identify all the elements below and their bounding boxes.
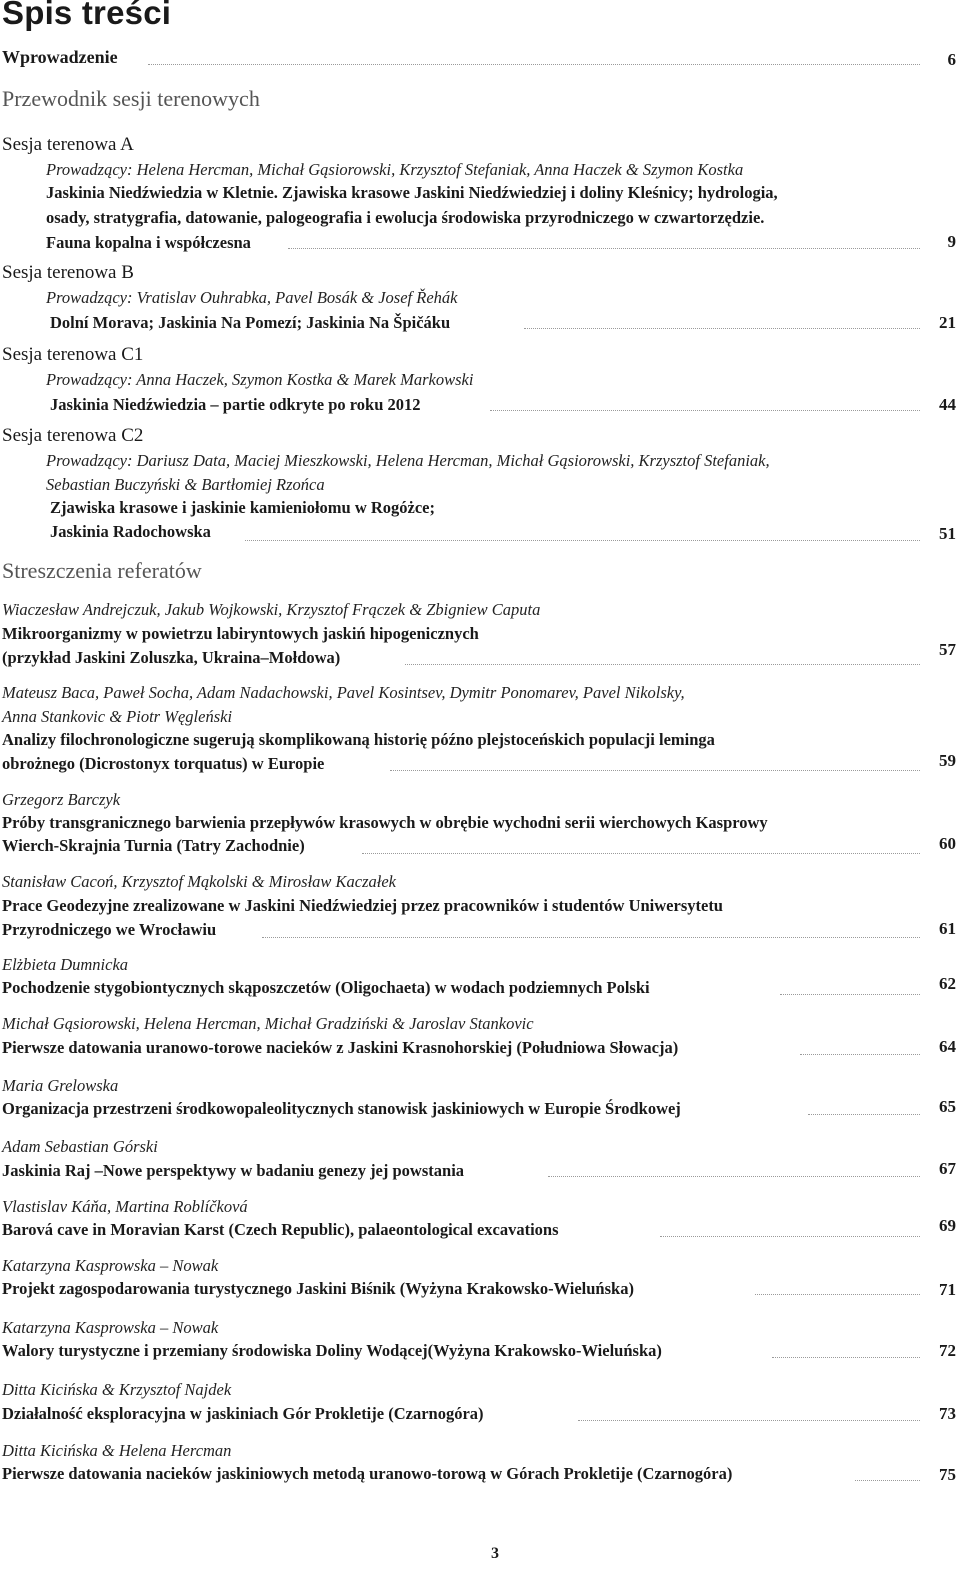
dot-leader: [490, 410, 920, 411]
page-number: 59: [939, 751, 956, 770]
entry-title[interactable]: Prace Geodezyjne zrealizowane w Jaskini Niedźwiedziej przez pracowników i studentów Uniwersytetu: [2, 896, 723, 915]
entry-title[interactable]: Działalność eksploracyjna w jaskiniach Gór Prokletije (Czarnogóra): [2, 1404, 484, 1423]
session-leaders: Prowadzący: Anna Haczek, Szymon Kostka & Marek Markowski: [46, 370, 474, 389]
page-number: 21: [939, 313, 956, 332]
session-title-line[interactable]: Zjawiska krasowe i jaskinie kamieniołomu w Rogóżce;: [50, 498, 435, 517]
dot-leader: [390, 770, 920, 771]
entry-title[interactable]: Jaskinia Raj –Nowe perspektywy w badaniu genezy jej powstania: [2, 1161, 465, 1180]
session-title-line[interactable]: Dolní Morava; Jaskinia Na Pomezí; Jaskinia Na Špičáku: [50, 313, 451, 332]
page-number: 9: [947, 232, 956, 251]
entry-title[interactable]: Organizacja przestrzeni środkowopaleolitycznych stanowisk jaskiniowych w Europie Środkowej: [2, 1099, 681, 1118]
entry-title[interactable]: Pierwsze datowania uranowo-torowe nacieków z Jaskini Krasnohorskiej (Południowa Słowacja): [2, 1038, 679, 1057]
dot-leader: [245, 540, 920, 541]
entry-authors: Anna Stankovic & Piotr Węgleński: [2, 707, 233, 726]
dot-leader: [780, 994, 920, 995]
dot-leader: [548, 1176, 920, 1177]
page-number: 60: [939, 834, 956, 853]
entry-authors: Elżbieta Dumnicka: [2, 955, 129, 974]
page-number: 61: [939, 919, 956, 938]
intro-label[interactable]: Wprowadzenie: [2, 47, 118, 67]
session-title-line[interactable]: Jaskinia Radochowska: [50, 522, 211, 541]
entry-authors: Katarzyna Kasprowska – Nowak: [2, 1318, 219, 1337]
entry-authors: Katarzyna Kasprowska – Nowak: [2, 1256, 219, 1275]
entry-title[interactable]: Pierwsze datowania nacieków jaskiniowych metodą uranowo-torową w Górach Prokletije (Czarnogóra): [2, 1464, 733, 1483]
dot-leader: [148, 64, 920, 65]
entry-authors: Wiaczesław Andrejczuk, Jakub Wojkowski, Krzysztof Frączek & Zbigniew Caputa: [2, 600, 541, 619]
page-title: Spis treści: [2, 0, 172, 31]
dot-leader: [772, 1357, 920, 1358]
page-number: 71: [939, 1280, 956, 1299]
page-number: 51: [939, 524, 956, 543]
entry-title[interactable]: Wierch-Skrajnia Turnia (Tatry Zachodnie): [2, 836, 305, 855]
entry-title[interactable]: obrożnego (Dicrostonyx torquatus) w Europie: [2, 754, 325, 773]
session-leaders: Sebastian Buczyński & Bartłomiej Rzońca: [46, 475, 325, 494]
entry-title[interactable]: Projekt zagospodarowania turystycznego Jaskini Biśnik (Wyżyna Krakowsko-Wieluńska): [2, 1279, 634, 1298]
page-number: 57: [939, 640, 956, 659]
page-number: 44: [939, 395, 956, 414]
page-number: 62: [939, 974, 956, 993]
entry-title[interactable]: Walory turystyczne i przemiany środowiska Doliny Wodącej(Wyżyna Krakowsko-Wieluńska): [2, 1341, 662, 1360]
session-title-line[interactable]: osady, stratygrafia, datowanie, palogeografia i ewolucja środowiska przyrodniczego w czwartorzędzie.: [46, 208, 765, 227]
session-title-line[interactable]: Fauna kopalna i współczesna: [46, 233, 251, 252]
page-number: 65: [939, 1097, 956, 1116]
dot-leader: [660, 1236, 920, 1237]
dot-leader: [855, 1480, 920, 1481]
session-name: Sesja terenowa A: [2, 134, 134, 155]
dot-leader: [578, 1420, 920, 1421]
entry-title[interactable]: Próby transgranicznego barwienia przepływów krasowych w obrębie wychodni serii wierchowych Kasprowy: [2, 813, 768, 832]
dot-leader: [800, 1054, 920, 1055]
entry-title[interactable]: Przyrodniczego we Wrocławiu: [2, 920, 217, 939]
entry-authors: Ditta Kicińska & Helena Hercman: [2, 1441, 232, 1460]
dot-leader: [405, 664, 920, 665]
session-name: Sesja terenowa C1: [2, 344, 144, 365]
dot-leader: [808, 1114, 920, 1115]
session-leaders: Prowadzący: Dariusz Data, Maciej Mieszkowski, Helena Hercman, Michał Gąsiorowski, Krzysztof Stefaniak,: [46, 451, 770, 470]
entry-authors: Michał Gąsiorowski, Helena Hercman, Michał Gradziński & Jaroslav Stankovic: [2, 1014, 534, 1033]
entry-title[interactable]: Mikroorganizmy w powietrzu labiryntowych jaskiń hipogenicznych: [2, 624, 479, 643]
session-name: Sesja terenowa B: [2, 262, 134, 283]
entry-authors: Grzegorz Barczyk: [2, 790, 121, 809]
section-heading-guide: Przewodnik sesji terenowych: [2, 86, 260, 111]
page-number: 64: [939, 1037, 956, 1056]
entry-title[interactable]: Analizy filochronologiczne sugerują skomplikowaną historię późno plejstoceńskich populacji leminga: [2, 730, 715, 749]
session-title-line[interactable]: Jaskinia Niedźwiedzia w Kletnie. Zjawiska krasowe Jaskini Niedźwiedziej i doliny Kleśnicy; hydrologia,: [46, 183, 778, 202]
section-heading-abstracts: Streszczenia referatów: [2, 558, 202, 583]
dot-leader: [755, 1294, 920, 1295]
page-number: 69: [939, 1216, 956, 1235]
entry-title[interactable]: Pochodzenie stygobiontycznych skąposzczetów (Oligochaeta) w wodach podziemnych Polski: [2, 978, 650, 997]
entry-title[interactable]: (przykład Jaskini Zoluszka, Ukraina–Mołdowa): [2, 648, 341, 667]
entry-authors: Mateusz Baca, Paweł Socha, Adam Nadachowski, Pavel Kosintsev, Dymitr Ponomarev, Pavel Nikolsky,: [2, 683, 685, 702]
page-number: 72: [939, 1341, 956, 1360]
entry-title[interactable]: Barová cave in Moravian Karst (Czech Republic), palaeontological excavations: [2, 1220, 559, 1239]
dot-leader: [524, 328, 920, 329]
dot-leader: [362, 853, 920, 854]
entry-authors: Maria Grelowska: [2, 1076, 119, 1095]
dot-leader: [288, 248, 920, 249]
session-leaders: Prowadzący: Vratislav Ouhrabka, Pavel Bosák & Josef Řehák: [46, 288, 458, 307]
dot-leader: [262, 937, 920, 938]
entry-authors: Adam Sebastian Górski: [2, 1137, 158, 1156]
session-title-line[interactable]: Jaskinia Niedźwiedzia – partie odkryte po roku 2012: [50, 395, 421, 414]
page-number: 73: [939, 1404, 956, 1423]
page-number: 75: [939, 1465, 956, 1484]
session-name: Sesja terenowa C2: [2, 425, 144, 446]
entry-authors: Vlastislav Káňa, Martina Roblíčková: [2, 1197, 248, 1216]
entry-authors: Stanisław Cacoń, Krzysztof Mąkolski & Mirosław Kaczałek: [2, 872, 397, 891]
page-number: 6: [947, 50, 956, 69]
entry-authors: Ditta Kicińska & Krzysztof Najdek: [2, 1380, 232, 1399]
page-number: 67: [939, 1159, 956, 1178]
session-leaders: Prowadzący: Helena Hercman, Michał Gąsiorowski, Krzysztof Stefaniak, Anna Haczek & Szymon Kostka: [46, 160, 744, 179]
footer-page-number: 3: [491, 1545, 499, 1562]
